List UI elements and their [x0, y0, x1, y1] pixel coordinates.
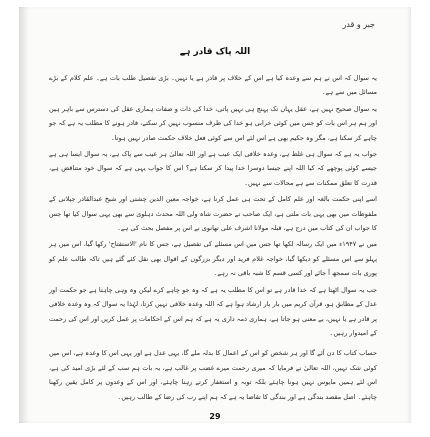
paragraph: میں نے ۱۹۴۷ء میں ایک رسالہ لکھا تھا جس میں اس مسئلے کی تفصیل ہے، جس کا نام 'الاستفتاح' رکھا گیا، اس میں ہر پہلو سے اس مسئلے کو دیکھا گیا، خواجہ غلام فرید اور دیگر بزرگوں کے اقوال بھی نقل کئے گئے ہیں تاکہ طالب علم کو پوری بات سمجھ آ جائے اور کسی قسم کا شبہ باقی نہ رہے۔ [49, 240, 377, 278]
paragraph: اسے اپنی حکمت بالغہ اور علم کامل کے تحت ہی عمل کرنا ہے، خواجہ معین الدین چشتی اور شیخ عبدالقادر جیلانی کے ملفوظات میں بھی یہی بات ملتی ہے، ایک صاحب نے حضرت شاہ ولی اللہ محدث دہلوی سے بھی یہی سوال کیا تھا جس کا جواب ان کی کتاب میں درج ہے، قبلہ مولانا اشرف علی تھانوی نے اس پر مفصل بحث کی ہے۔ [49, 195, 377, 233]
page-number: 29 [209, 412, 221, 421]
paragraph: جب یہ سوال اٹھتا ہے کہ خدا قادر ہے تو اس کا مطلب یہ ہے کہ وہ جو چاہے کرے لیکن وہ وہی چاہتا ہے جو حکمت اور عدل کے مطابق ہو، قرآن کریم میں بار بار ارشاد ہوا ہے کہ اللہ وعدہ خلافی نہیں کرتا، لہٰذا یہ سوال کہ وہ وعدہ خلافی پر قادر ہے یا نہیں، بے معنی ہو جاتا ہے، ہماری ذمہ داری یہ ہے کہ ہم اس کے احکامات پر عمل کریں اور اس کی رحمت کے امیدوار رہیں۔ [49, 285, 377, 337]
paragraph: جواب یہ ہے کہ سوال ہی غلط ہے، وعدہ خلافی ایک عیب ہے اور اللہ تعالیٰ ہر عیب سے پاک ہے، یہ سوال ایسا ہی ہے جیسے کوئی پوچھے کہ کیا اللہ اپنے جیسا دوسرا خدا پیدا کر سکتا ہے؟ اس کا جواب یہی ہے کہ سوال خود متناقض ہے، قدرت کا تعلق ممکنات سے ہے محالات سے نہیں۔ [49, 150, 377, 187]
running-head: جبر و قدر [342, 20, 375, 29]
paragraph: یہ سوال کہ اس نے ہم سے وعدہ کیا ہے اس کے خلاف پر قادر ہے یا نہیں۔ بڑی تفصیل طلب بات ہے۔ علم کلام کے بڑے مسائل میں سے ہے۔ [49, 74, 377, 97]
paragraph: یہ سوال صحیح نہیں ہے، عقل یہاں تک پہنچ ہی نہیں پاتی، خدا کی ذات و صفات ہماری عقل کی دسترس سے باہر ہیں اور ہم ہر اس بات کو جس میں کوئی خرابی ہو خدا کی طرف منسوب نہیں کر سکتے، قادر ہونے کا مطلب یہ ہے کہ جو چاہے کر سکتا ہے، مگر وہ حکیم بھی ہے اس لئے اس سے کوئی فعل خلاف حکمت صادر نہیں ہوتا۔ [49, 104, 377, 142]
page-spine-shadow [19, 7, 29, 423]
body-text [49, 71, 377, 406]
chapter-title: اللہ پاک قادر ہے [179, 47, 251, 57]
book-page [19, 7, 411, 423]
paragraph: حساب کتاب کا دن آئے گا اور ہر شخص کو اس کے اعمال کا بدلہ ملے گا، یہی عدل ہے اور یہی اس کا وعدہ ہے، اس میں کوئی شک نہیں، اللہ تعالیٰ نے فرمایا کہ میری رحمت میرے غضب پر غالب ہے، یہ بات ہم سب کے لئے بڑی امید کی ہے، اس لئے ہمیں مایوس نہیں ہونا چاہئے بلکہ توبہ و استغفار کرتے رہنا چاہئے، اور اس کے وعدوں پر کامل یقین رکھنا چاہئے۔ اصل مقصد بندگی ہے اور بندگی کا تقاضا یہ ہے کہ ہم اپنے رب کی رضا کے طالب رہیں۔ [49, 349, 377, 401]
